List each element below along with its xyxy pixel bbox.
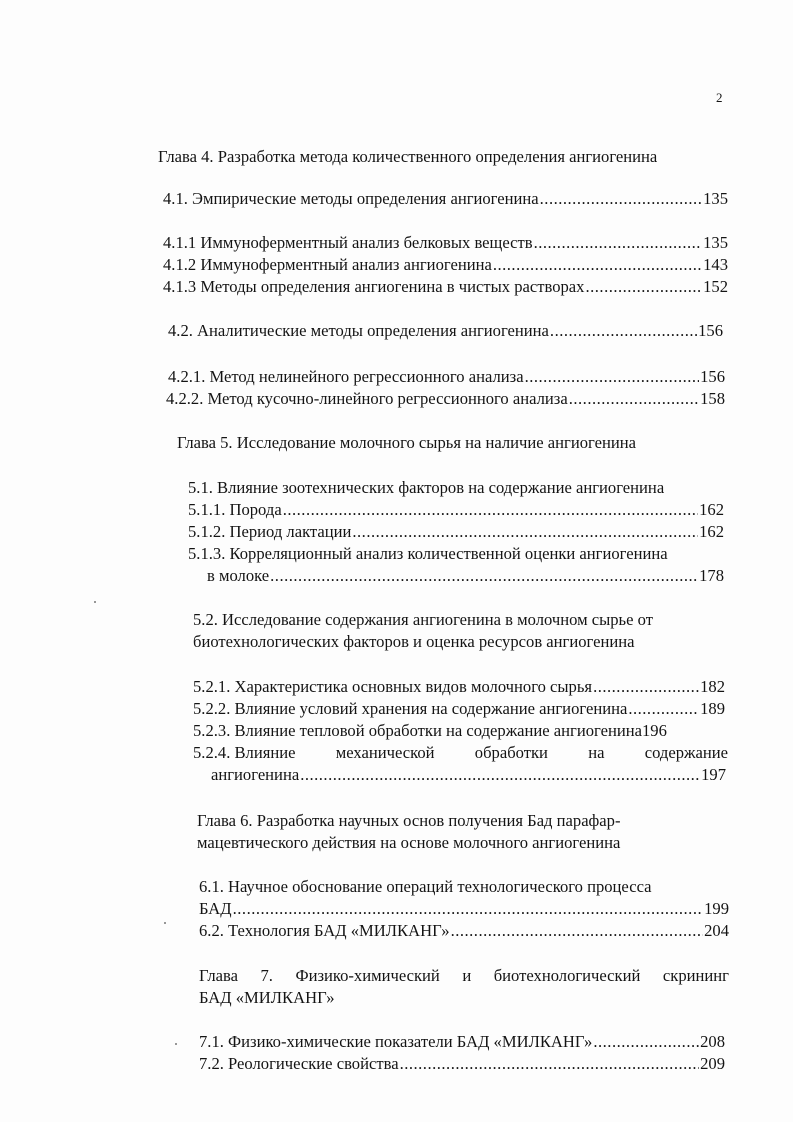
toc-entry-text: 7.2. Реологические свойства [199, 1054, 399, 1073]
toc-entry-page: 152 [703, 277, 728, 296]
toc-entry-text: 5.2.2. Влияние условий хранения на содержание ангиогенина [193, 699, 628, 718]
leader-dots [400, 1053, 700, 1075]
scan-speck [164, 922, 166, 924]
toc-entry-7-1 [199, 1031, 725, 1053]
leader-dots [593, 1031, 699, 1053]
toc-entry-page: 162 [699, 500, 724, 519]
toc-entry-page: 158 [700, 389, 725, 408]
toc-entry-page: 162 [699, 522, 724, 541]
toc-entry-page: 156 [698, 321, 723, 340]
toc-entry-4-2 [168, 320, 723, 342]
toc-entry-page: 135 [703, 189, 728, 208]
toc-entry-5-1-3-line1: 5.1.3. Корреляционный анализ количественной оценки ангиогенина [188, 544, 668, 563]
leader-dots [569, 388, 699, 410]
toc-entry-page: 182 [700, 677, 725, 696]
toc-entry-7-2 [199, 1053, 725, 1075]
toc-entry-6-1-line1: 6.1. Научное обоснование операций технологического процесса [199, 877, 652, 896]
leader-dots [585, 276, 702, 298]
leader-dots [593, 676, 699, 698]
toc-entry-4-1-3 [163, 276, 728, 298]
toc-entry-page: 209 [700, 1054, 725, 1073]
toc-entry-4-1-1 [163, 232, 728, 254]
toc-entry-text: 6.2. Технология БАД «МИЛКАНГ» [199, 921, 450, 940]
word: скрининг [662, 966, 729, 985]
toc-entry-page: 197 [701, 765, 726, 784]
toc-entry-text: 4.1.2 Иммуноферментный анализ ангиогенина [163, 255, 492, 274]
leader-dots [270, 565, 698, 587]
leader-dots [550, 320, 697, 342]
toc-entry-page: 143 [703, 255, 728, 274]
toc-entry-text: 5.2.3. Влияние тепловой обработки на содержание ангиогенина [193, 721, 642, 740]
toc-entry-page: 208 [700, 1032, 725, 1051]
chapter-7-title-line2: БАД «МИЛКАНГ» [199, 988, 335, 1007]
leader-dots [534, 232, 703, 254]
word: и [462, 966, 472, 985]
toc-entry-text: ангиогенина [211, 765, 300, 784]
leader-dots [352, 521, 698, 543]
toc-entry-text: в молоке [207, 566, 270, 585]
word: биотехнологический [493, 966, 641, 985]
scan-speck [175, 1043, 177, 1045]
toc-entry-4-2-2 [166, 388, 725, 410]
word: Физико-химический [295, 966, 440, 985]
toc-entry-text: 5.1.2. Период лактации [188, 522, 352, 541]
toc-entry-5-2-1 [193, 676, 725, 698]
toc-entry-page: 156 [700, 367, 725, 386]
leader-dots [525, 366, 700, 388]
toc-entry-6-1 [199, 898, 729, 920]
toc-entry-5-1-2 [188, 521, 724, 543]
toc-entry-page: 135 [703, 233, 728, 252]
leader-dots [283, 499, 698, 521]
word: 7. [260, 966, 273, 985]
chapter-6-title-line1: Глава 6. Разработка научных основ получения Бад парафар- [197, 811, 621, 830]
toc-entry-5-1-3 [207, 565, 724, 587]
toc-entry-text: 4.1. Эмпирические методы определения ангиогенина [163, 189, 539, 208]
leader-dots [451, 920, 704, 942]
toc-entry-page: 178 [699, 566, 724, 585]
page-number: 2 [716, 90, 723, 105]
leader-dots [628, 698, 699, 720]
toc-entry-text: 4.1.1 Иммуноферментный анализ белковых веществ [163, 233, 533, 252]
leader-dots [233, 898, 703, 920]
toc-entry-text: БАД [199, 899, 232, 918]
chapter-7-title-line1 [199, 965, 729, 987]
section-5-2-title-line1: 5.2. Исследование содержания ангиогенина в молочном сырье от [193, 610, 653, 629]
toc-entry-page: 189 [700, 699, 725, 718]
toc-entry-4-2-1 [168, 366, 725, 388]
chapter-5-title: Глава 5. Исследование молочного сырья на наличие ангиогенина [177, 433, 636, 452]
toc-entry-5-2-3 [193, 720, 725, 742]
word: обработки [474, 743, 548, 762]
toc-entry-4-1-2 [163, 254, 728, 276]
toc-entry-page: 196 [641, 721, 667, 740]
toc-entry-text: 4.2. Аналитические методы определения ангиогенина [168, 321, 549, 340]
word: Глава [199, 966, 238, 985]
word: 5.2.4. Влияние [193, 743, 296, 762]
leader-dots [493, 254, 702, 276]
toc-entry-5-2-2 [193, 698, 725, 720]
toc-entry-6-2 [199, 920, 729, 942]
chapter-4-title: Глава 4. Разработка метода количественного определения ангиогенина [158, 147, 658, 166]
toc-entry-5-2-4-line1 [193, 742, 728, 764]
word: механической [335, 743, 435, 762]
section-5-1-title: 5.1. Влияние зоотехнических факторов на содержание ангиогенина [188, 478, 665, 497]
toc-entry-5-1-1 [188, 499, 724, 521]
toc-entry-4-1 [163, 188, 728, 210]
word: содержание [644, 743, 728, 762]
section-5-2-title-line2: биотехнологических факторов и оценка ресурсов ангиогенина [193, 632, 635, 651]
toc-entry-page: 199 [704, 899, 729, 918]
scan-speck [94, 601, 96, 603]
leader-dots [300, 764, 700, 786]
toc-entry-text: 4.2.2. Метод кусочно-линейного регрессионного анализа [166, 389, 568, 408]
toc-entry-5-2-4 [211, 764, 726, 786]
leader-dots [540, 188, 702, 210]
toc-entry-text: 7.1. Физико-химические показатели БАД «МИЛКАНГ» [199, 1032, 593, 1051]
chapter-6-title-line2: мацевтического действия на основе молочного ангиогенина [197, 833, 621, 852]
toc-entry-page: 204 [704, 921, 729, 940]
toc-entry-text: 4.1.3 Методы определения ангиогенина в чистых растворах [163, 277, 585, 296]
toc-entry-text: 4.2.1. Метод нелинейного регрессионного анализа [168, 367, 524, 386]
toc-entry-text: 5.1.1. Порода [188, 500, 282, 519]
word: на [588, 743, 605, 762]
toc-entry-text: 5.2.1. Характеристика основных видов молочного сырья [193, 677, 593, 696]
